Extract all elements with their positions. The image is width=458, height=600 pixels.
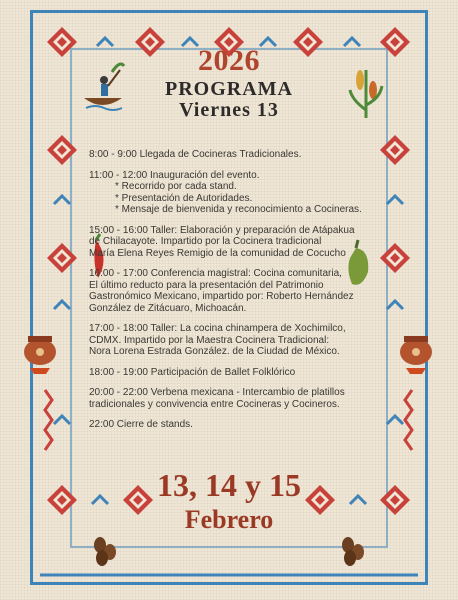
event-dates: 13, 14 y 15 — [157, 467, 301, 503]
schedule-line: El último reducto para la presentación del Patrimonio — [89, 279, 324, 291]
schedule-line: Gastronómico Mexicano, impartido por: Roberto Hernández — [89, 291, 354, 302]
schedule-subitem: * Recorrido por cada stand. — [115, 181, 237, 192]
schedule-item — [89, 419, 387, 431]
event-day: Viernes 13 — [179, 99, 279, 121]
schedule-item — [89, 170, 387, 216]
schedule-line: González de Zitácuaro, Michoacán. — [89, 302, 247, 314]
schedule-line: 17:00 - 18:00 Taller: La cocina chinampera de Xochimilco, — [89, 323, 346, 334]
event-year: 2026 — [198, 44, 260, 77]
schedule-line: CDMX. Impartido por la Maestra Cocinera Tradicional: — [89, 334, 330, 346]
clay-pot-icon — [24, 336, 56, 374]
schedule-line: 15:00 - 16:00 Taller: Elaboración y preparación de Atápakua — [89, 224, 355, 236]
schedule-line: 11:00 - 12:00 Inauguración del evento. — [89, 169, 260, 181]
schedule-line: 18:00 - 19:00 Participación de Ballet Folklórico — [89, 366, 296, 378]
schedule-line: 20:00 - 22:00 Verbena mexicana - Intercambio de platillos — [89, 387, 345, 398]
schedule-item — [89, 323, 387, 358]
event-month: Febrero — [184, 505, 274, 534]
schedule-line: 16:00 - 17:00 Conferencia magistral: Cocina comunitaria, — [89, 268, 342, 279]
schedule-line: María Elena Reyes Remigio de la comunidad de Cocucho — [89, 247, 346, 259]
schedule-list — [89, 149, 387, 440]
schedule-item — [89, 225, 387, 260]
schedule-line: 8:00 - 9:00 Llegada de Cocineras Tradicionales. — [89, 149, 302, 160]
diamond-motif-icon — [47, 135, 77, 165]
schedule-item — [89, 268, 387, 314]
coffee-beans-icon — [94, 537, 116, 566]
schedule-subitem: * Mensaje de bienvenida y reconocimiento a Cocineras. — [115, 204, 362, 215]
schedule-line: Nora Lorena Estrada González. de la Ciudad de México. — [89, 346, 340, 357]
schedule-line: 22:00 Cierre de stands. — [89, 419, 193, 430]
clay-pot-icon — [400, 336, 432, 374]
schedule-item — [89, 149, 387, 161]
diamond-motif-icon — [47, 243, 77, 273]
schedule-line: de Chilacayote. Impartido por la Cocinera tradicional — [89, 236, 322, 247]
schedule-item — [89, 387, 387, 410]
schedule-item — [89, 367, 387, 379]
program-title: PROGRAMA — [165, 78, 293, 100]
coffee-beans-icon — [342, 537, 364, 566]
schedule-subitem: * Presentación de Autoridades. — [115, 192, 253, 204]
schedule-line: tradicionales y convivencia entre Cocineras y Cocineros. — [89, 398, 340, 410]
